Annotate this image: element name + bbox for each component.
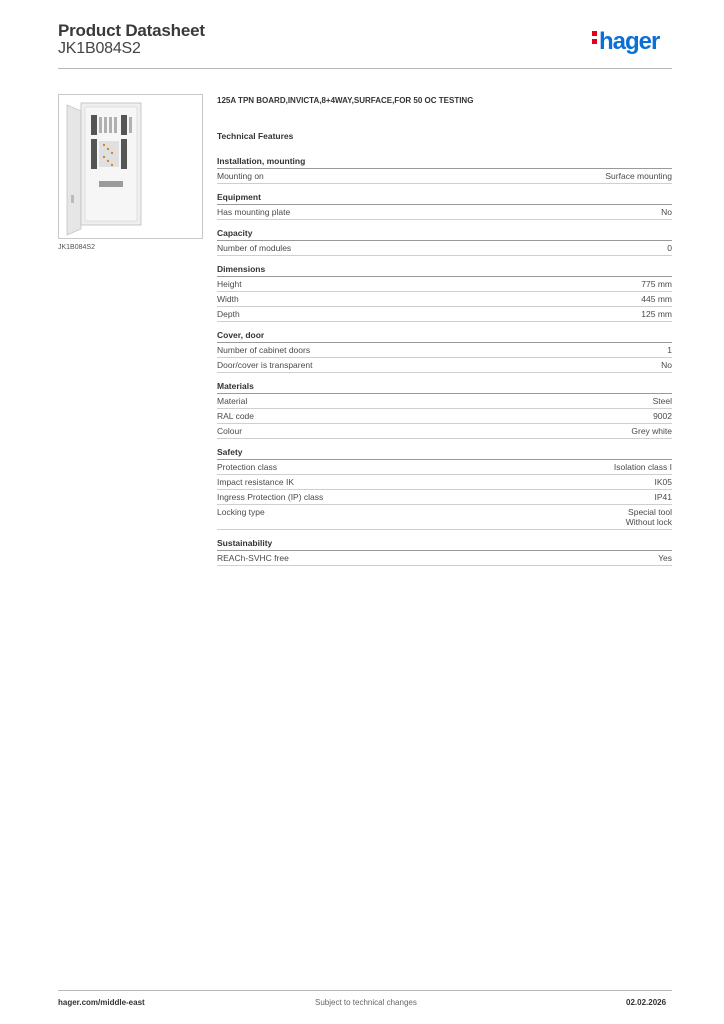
- feature-row: [217, 205, 672, 220]
- image-caption: JK1B084S2: [58, 244, 95, 251]
- feature-label: Door/cover is transparent: [217, 360, 313, 370]
- feature-label: Height: [217, 279, 242, 289]
- feature-row: [217, 394, 672, 409]
- section-title: Dimensions: [217, 263, 672, 277]
- feature-value: 445 mm: [641, 294, 672, 304]
- technical-features-list: [217, 155, 672, 573]
- feature-label: Mounting on: [217, 171, 264, 181]
- feature-value: 775 mm: [641, 279, 672, 289]
- section-title: Capacity: [217, 227, 672, 241]
- feature-label: RAL code: [217, 411, 255, 421]
- feature-row: [217, 475, 672, 490]
- feature-row: [217, 241, 672, 256]
- feature-value: 9002: [653, 411, 672, 421]
- feature-value: IK05: [654, 477, 672, 487]
- feature-label: Has mounting plate: [217, 207, 291, 217]
- section-title: Equipment: [217, 191, 672, 205]
- feature-value: Yes: [658, 553, 672, 563]
- section-title: Safety: [217, 446, 672, 460]
- feature-section: [217, 329, 672, 373]
- feature-section: [217, 155, 672, 184]
- footer-notice: Subject to technical changes: [315, 998, 417, 1007]
- feature-value: Isolation class I: [613, 462, 672, 472]
- product-code: JK1B084S2: [58, 40, 141, 57]
- feature-row: [217, 490, 672, 505]
- hager-logo: [592, 28, 659, 56]
- distribution-board-image: [59, 95, 202, 238]
- feature-label: Number of modules: [217, 243, 292, 253]
- feature-section: [217, 537, 672, 566]
- footer-date: 02.02.2026: [626, 998, 667, 1007]
- feature-label: Locking type: [217, 507, 265, 517]
- feature-value: Grey white: [631, 426, 672, 436]
- feature-row: [217, 551, 672, 566]
- feature-value: IP41: [654, 492, 672, 502]
- feature-label: Number of cabinet doors: [217, 345, 311, 355]
- section-title: Materials: [217, 380, 672, 394]
- feature-section: [217, 227, 672, 256]
- feature-row: [217, 169, 672, 184]
- logo-text: hager: [599, 28, 660, 55]
- logo-colon-icon: [592, 28, 599, 47]
- section-title: Installation, mounting: [217, 155, 672, 169]
- feature-label: Protection class: [217, 462, 277, 472]
- header-divider: [58, 68, 672, 69]
- feature-label: REACh-SVHC free: [217, 553, 289, 563]
- footer-divider: [58, 990, 672, 991]
- product-image: [58, 94, 203, 239]
- section-title: Sustainability: [217, 537, 672, 551]
- feature-value: Special tool Without lock: [625, 507, 672, 527]
- section-title: Cover, door: [217, 329, 672, 343]
- feature-row: [217, 460, 672, 475]
- feature-row: [217, 307, 672, 322]
- feature-value: Steel: [652, 396, 672, 406]
- feature-row: [217, 409, 672, 424]
- feature-row: [217, 424, 672, 439]
- feature-value: No: [661, 207, 672, 217]
- feature-row: [217, 358, 672, 373]
- feature-value: 125 mm: [641, 309, 672, 319]
- feature-value: 1: [667, 345, 672, 355]
- feature-row: [217, 505, 672, 530]
- feature-section: [217, 380, 672, 439]
- footer-website: hager.com/middle-east: [58, 998, 145, 1007]
- feature-row: [217, 277, 672, 292]
- feature-section: [217, 263, 672, 322]
- feature-label: Material: [217, 396, 248, 406]
- technical-features-heading: Technical Features: [217, 131, 294, 141]
- feature-section: [217, 191, 672, 220]
- feature-label: Width: [217, 294, 239, 304]
- feature-value: 0: [667, 243, 672, 253]
- feature-label: Colour: [217, 426, 243, 436]
- feature-section: [217, 446, 672, 530]
- feature-label: Impact resistance IK: [217, 477, 295, 487]
- feature-label: Ingress Protection (IP) class: [217, 492, 324, 502]
- feature-label: Depth: [217, 309, 240, 319]
- product-title: 125A TPN BOARD,INVICTA,8+4WAY,SURFACE,FOR 50 OC TESTING: [217, 96, 474, 105]
- feature-row: [217, 292, 672, 307]
- feature-value: No: [661, 360, 672, 370]
- feature-value: Surface mounting: [605, 171, 672, 181]
- feature-row: [217, 343, 672, 358]
- page-title: Product Datasheet: [58, 21, 205, 40]
